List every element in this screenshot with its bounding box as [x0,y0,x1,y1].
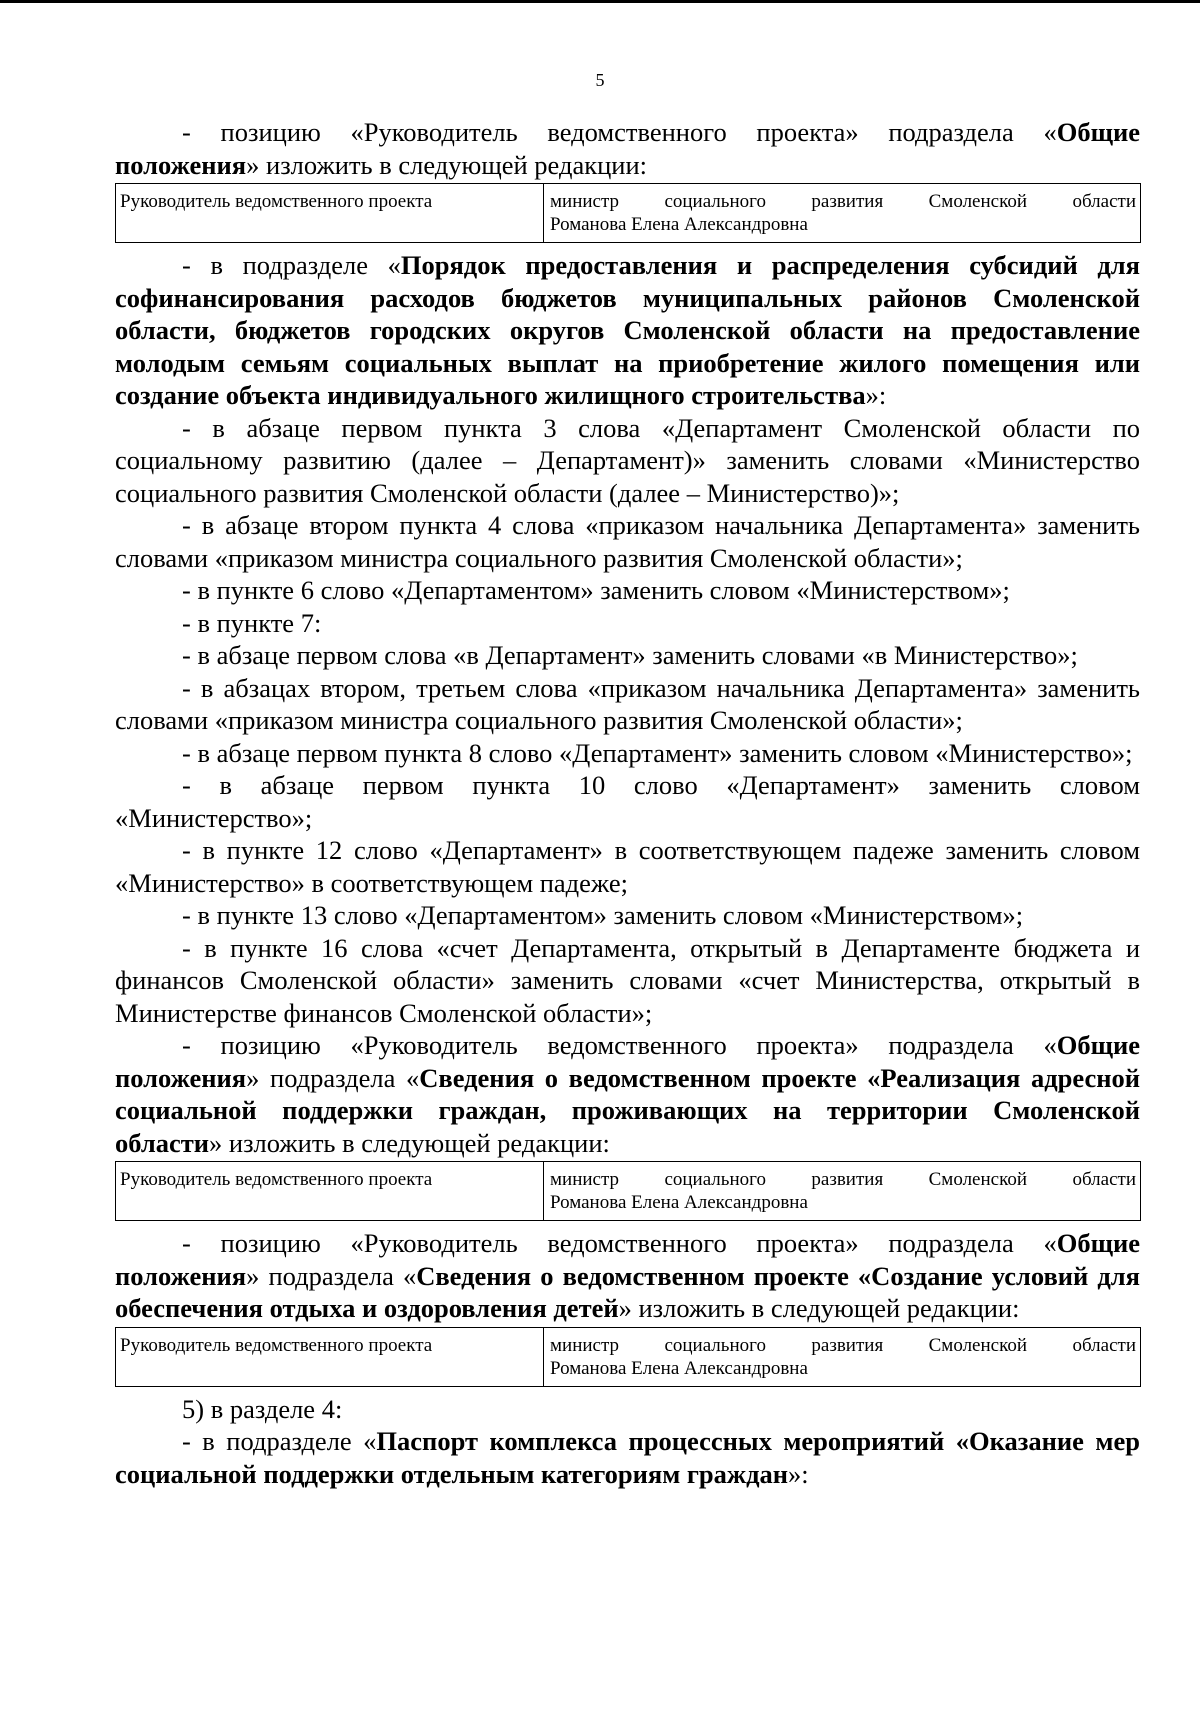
paragraph: - в пункте 16 слова «счет Департамента, открытый в Департаменте бюджета и финансов Смоленской области» заменить словами «счет Министерства, открытый в Министерстве финансов Смоленской области»; [115,932,1140,1028]
page-number: 5 [595,70,605,90]
table-cell-name-line: Романова Елена Александровна [550,1192,808,1213]
title-word: развития [811,191,884,212]
position-table [115,183,1141,243]
title-word: области [1072,1169,1136,1190]
paragraph: - в абзаце первом пункта 3 слова «Департамент Смоленской области по социальному развитию (далее – Департамент)» заменить словами «Министерство социального развития Смоленской области (далее – Министерство)»; [115,412,1140,508]
title-word: области [1072,191,1136,212]
title-word: министр [550,1334,619,1356]
title-word: Смоленской [928,1169,1028,1190]
paragraph: - в подразделе «Порядок предоставления и распределения субсидий для софинансирования расходов бюджетов муниципальных районов Смоленской области, бюджетов городских округов Смоленской области на предоставление молодым семьям социальных выплат на приобретение жилого помещения или создание объекта индивидуального жилищного строительства»: [115,250,1140,410]
table-cell-position: Руководитель ведомственного проекта [116,1162,544,1220]
paragraph: - в абзацах втором, третьем слова «приказом начальника Департамента» заменить словами «приказом министра социального развития Смоленской области»; [115,672,1140,735]
title-word: социального [664,191,766,212]
position-table [115,1327,1141,1387]
document-body [115,116,1140,1490]
paragraph: - в пункте 12 слово «Департамент» в соответствующем падеже заменить словом «Министерство» в соответствующем падеже; [115,835,1140,898]
table-cell-title-line [550,1334,1136,1357]
paragraph: - в абзаце первом слова «в Департамент» заменить словами «в Министерство»; [182,640,1078,670]
paragraph: 5) в разделе 4: [182,1393,343,1424]
table-cell-position: Руководитель ведомственного проекта [116,1328,544,1386]
top-border-line [0,0,1200,3]
table-cell-person [544,184,1140,242]
paragraph: - в пункте 7: [182,607,322,638]
title-word: развития [811,1169,884,1190]
title-word: Смоленской [928,191,1028,212]
title-word: социального [664,1169,766,1190]
title-word: социального [664,1334,766,1356]
table-cell-name-line: Романова Елена Александровна [550,1357,808,1379]
title-word: Смоленской [928,1334,1028,1356]
paragraph: - в абзаце первом пункта 10 слово «Департамент» заменить словом «Министерство»; [115,770,1140,833]
table-cell-title-line [550,190,1136,213]
table-cell-position: Руководитель ведомственного проекта [116,184,544,242]
paragraph: - позицию «Руководитель ведомственного проекта» подраздела «Общие положения» подраздела «Сведения о ведомственном проекте «Создание условий для обеспечения отдыха и оздоровления детей» изложить в следующей редакции: [115,1228,1140,1323]
title-word: министр [550,1169,619,1190]
title-word: развития [811,1334,884,1356]
paragraph: - в пункте 6 слово «Департаментом» заменить словом «Министерством»; [182,575,1010,605]
paragraph: - в абзаце первом пункта 8 слово «Департамент» заменить словом «Министерство»; [182,737,1133,768]
table-cell-name-line: Романова Елена Александровна [550,214,808,235]
paragraph: - в пункте 13 слово «Департаментом» заменить словом «Министерством»; [182,900,1024,930]
paragraph: - в абзаце втором пункта 4 слова «приказом начальника Департамента» заменить словами «приказом министра социального развития Смоленской области»; [115,510,1140,573]
paragraph: - позицию «Руководитель ведомственного проекта» подраздела «Общие положения» изложить в следующей редакции: [115,117,1140,180]
table-cell-title-line [550,1168,1136,1191]
table-cell-person [544,1162,1140,1220]
paragraph: - в подразделе «Паспорт комплекса процессных мероприятий «Оказание мер социальной поддержки отдельным категориям граждан»: [115,1426,1140,1489]
title-word: министр [550,191,619,212]
paragraph: - позицию «Руководитель ведомственного проекта» подраздела «Общие положения» подраздела «Сведения о ведомственном проекте «Реализация адресной социальной поддержки граждан, проживающих на территории Смоленской области» изложить в следующей редакции: [115,1030,1140,1158]
table-cell-person [544,1328,1140,1386]
title-word: области [1072,1334,1136,1356]
position-table [115,1161,1141,1221]
